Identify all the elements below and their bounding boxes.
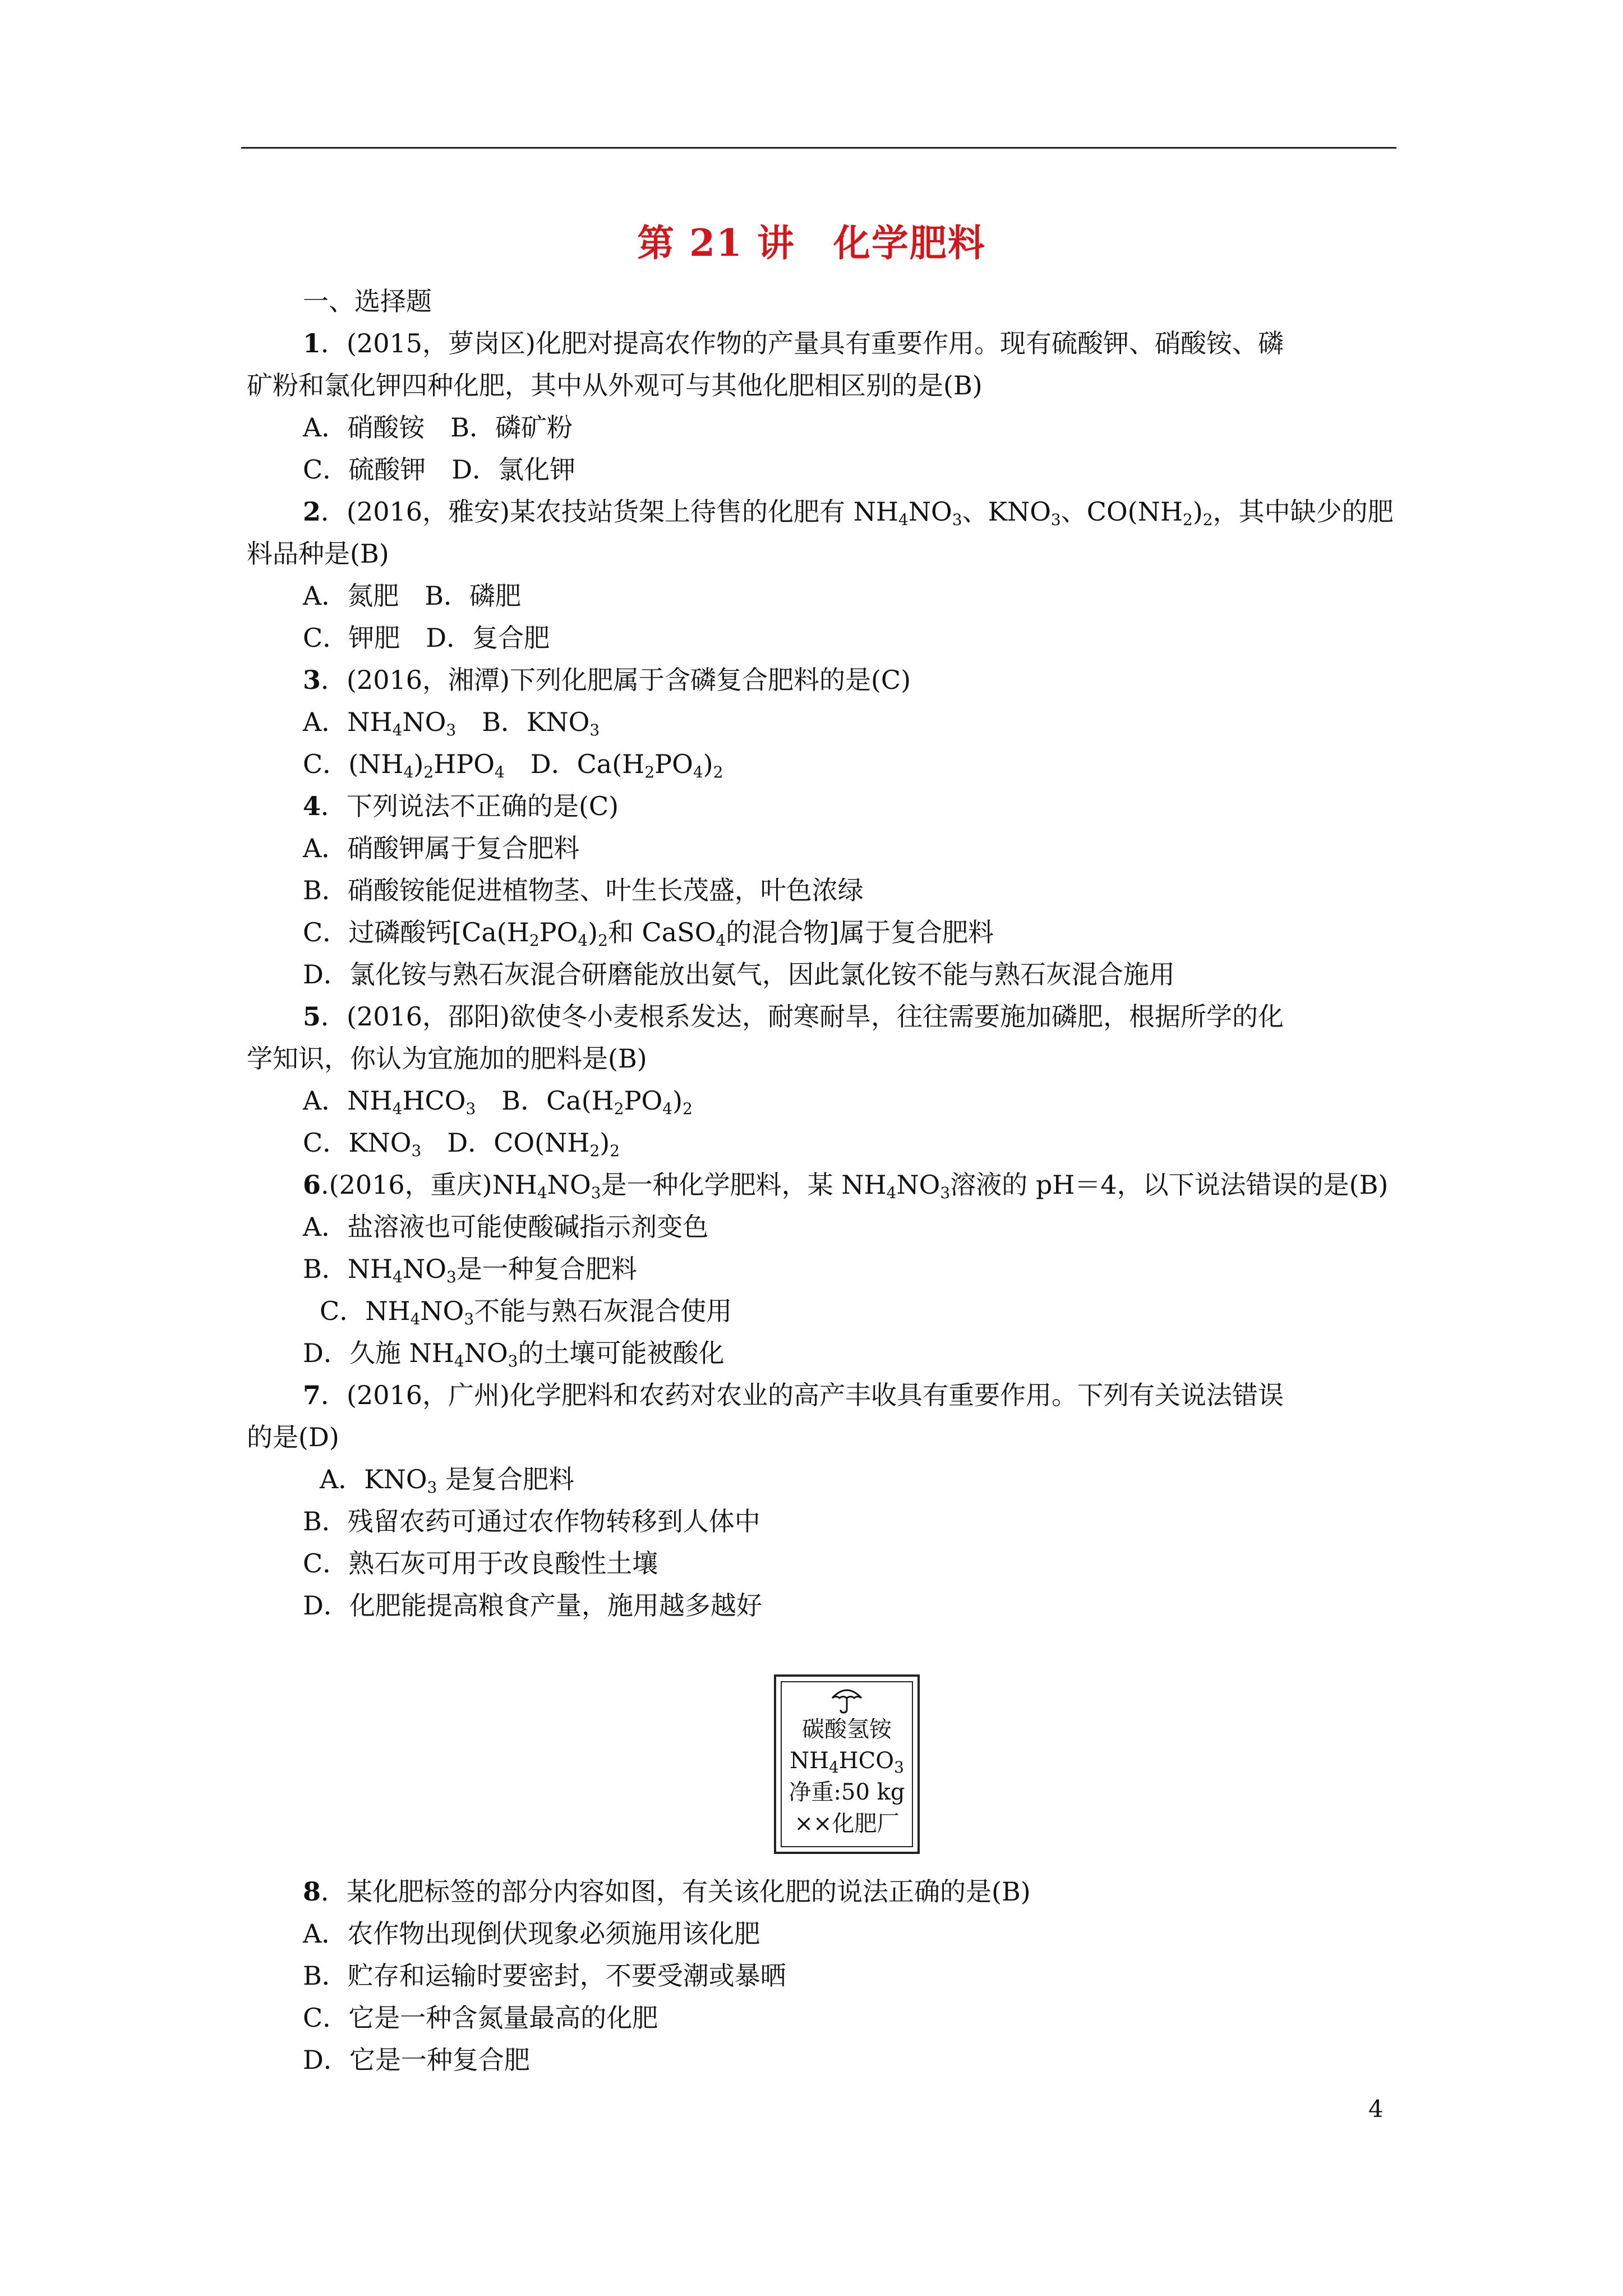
question-5: 5．(2016，邵阳)欲使冬小麦根系发达，耐寒耐旱，往往需要施加磷肥，根据所学的化 xyxy=(303,1001,1284,1032)
section-heading: 一、选择题 xyxy=(303,286,432,316)
label-maker: ××化肥厂 xyxy=(794,1811,900,1837)
question-5-options-cd: C．$KNO_3$ D．$CO(NH_2)_2$ xyxy=(303,1128,620,1160)
page-number: 4 xyxy=(1368,2095,1384,2123)
question-4-option-d: D．氯化铵与熟石灰混合研磨能放出氨气，因此氯化铵不能与熟石灰混合施用 xyxy=(303,959,1175,990)
question-5-cont: 学知识，你认为宜施加的肥料是(B) xyxy=(247,1043,647,1074)
document-body-q8 xyxy=(247,1871,1396,2081)
label-weight: 净重:50 kg xyxy=(789,1779,905,1805)
question-3-options-cd: C．$(NH_4)_2HPO_4$ D．$Ca(H_2PO_4)_2$ xyxy=(303,749,723,781)
question-4-option-a: A．硝酸钾属于复合肥料 xyxy=(303,833,580,863)
label-formula: $NH_4HCO_3$ xyxy=(790,1748,904,1777)
question-6-option-b: B．$NH_4NO_3$是一种复合肥料 xyxy=(303,1254,637,1286)
question-2-options-cd: C．钾肥 D．复合肥 xyxy=(303,623,550,653)
question-2: 2．(2016，雅安)某农技站货架上待售的化肥有 $NH_4NO_3$、$KNO_3$、$CO(NH_2)_2$，其中缺少的肥 xyxy=(303,496,1394,529)
question-8-option-c: C．它是一种含氮量最高的化肥 xyxy=(303,2003,658,2033)
umbrella-icon xyxy=(830,1685,864,1714)
question-7: 7．(2016，广州)化学肥料和农药对农业的高产丰收具有重要作用。下列有关说法错误 xyxy=(303,1380,1284,1410)
fertilizer-label-inner xyxy=(781,1681,913,1847)
question-7-option-b: B．残留农药可通过农作物转移到人体中 xyxy=(303,1506,760,1536)
question-3: 3．(2016，湘潭)下列化肥属于含磷复合肥料的是(C) xyxy=(303,665,911,695)
label-name: 碳酸氢铵 xyxy=(802,1717,892,1742)
question-2-cont: 料品种是(B) xyxy=(247,539,389,569)
question-1-options-ab: A．硝酸铵 B．磷矿粉 xyxy=(303,412,573,443)
question-8-option-d: D．它是一种复合肥 xyxy=(303,2045,530,2075)
question-7-cont: 的是(D) xyxy=(247,1422,339,1452)
document-body xyxy=(247,280,1396,1627)
question-6-option-d: D．久施 $NH_4NO_3$的土壤可能被酸化 xyxy=(303,1338,725,1370)
question-1: 1．(2015，萝岗区)化肥对提高农作物的产量具有重要作用。现有硫酸钾、硝酸铵、磷 xyxy=(303,328,1284,358)
question-1-options-cd: C．硫酸钾 D．氯化钾 xyxy=(303,454,576,485)
page-title: 第 21 讲 化学肥料 xyxy=(637,221,986,265)
question-6-option-c: C．$NH_4NO_3$不能与熟石灰混合使用 xyxy=(320,1296,732,1328)
header-rule xyxy=(241,147,1396,149)
fertilizer-label xyxy=(774,1674,920,1854)
question-7-option-d: D．化肥能提高粮食产量，施用越多越好 xyxy=(303,1590,762,1621)
question-8: 8．某化肥标签的部分内容如图，有关该化肥的说法正确的是(B) xyxy=(303,1876,1031,1907)
question-1-cont: 矿粉和氯化钾四种化肥，其中从外观可与其他化肥相区别的是(B) xyxy=(247,370,983,401)
question-2-options-ab: A．氮肥 B．磷肥 xyxy=(303,581,522,611)
question-8-option-a: A．农作物出现倒伏现象必须施用该化肥 xyxy=(303,1918,760,1949)
question-4-option-b: B．硝酸铵能促进植物茎、叶生长茂盛，叶色浓绿 xyxy=(303,875,864,905)
question-7-option-a: A．$KNO_3$ 是复合肥料 xyxy=(320,1464,574,1497)
question-4: 4．下列说法不正确的是(C) xyxy=(303,791,619,821)
question-7-option-c: C．熟石灰可用于改良酸性土壤 xyxy=(303,1548,658,1579)
question-6: 6.(2016，重庆)$NH_4NO_3$是一种化学肥料，某 $NH_4NO_3$溶液的 pH＝4，以下说法错误的是(B) xyxy=(303,1170,1389,1202)
question-6-option-a: A．盐溶液也可能使酸碱指示剂变色 xyxy=(303,1212,709,1242)
question-3-options-ab: A．$NH_4NO_3$ B．$KNO_3$ xyxy=(303,707,600,739)
question-8-option-b: B．贮存和运输时要密封，不要受潮或暴晒 xyxy=(303,1961,786,1991)
question-4-option-c: C．过磷酸钙[$Ca(H_2PO_4)_2$和 CaSO$_4$的混合物]属于复合肥料 xyxy=(303,917,994,950)
question-5-options-ab: A．$NH_4HCO_3$ B．$Ca(H_2PO_4)_2$ xyxy=(303,1085,693,1118)
